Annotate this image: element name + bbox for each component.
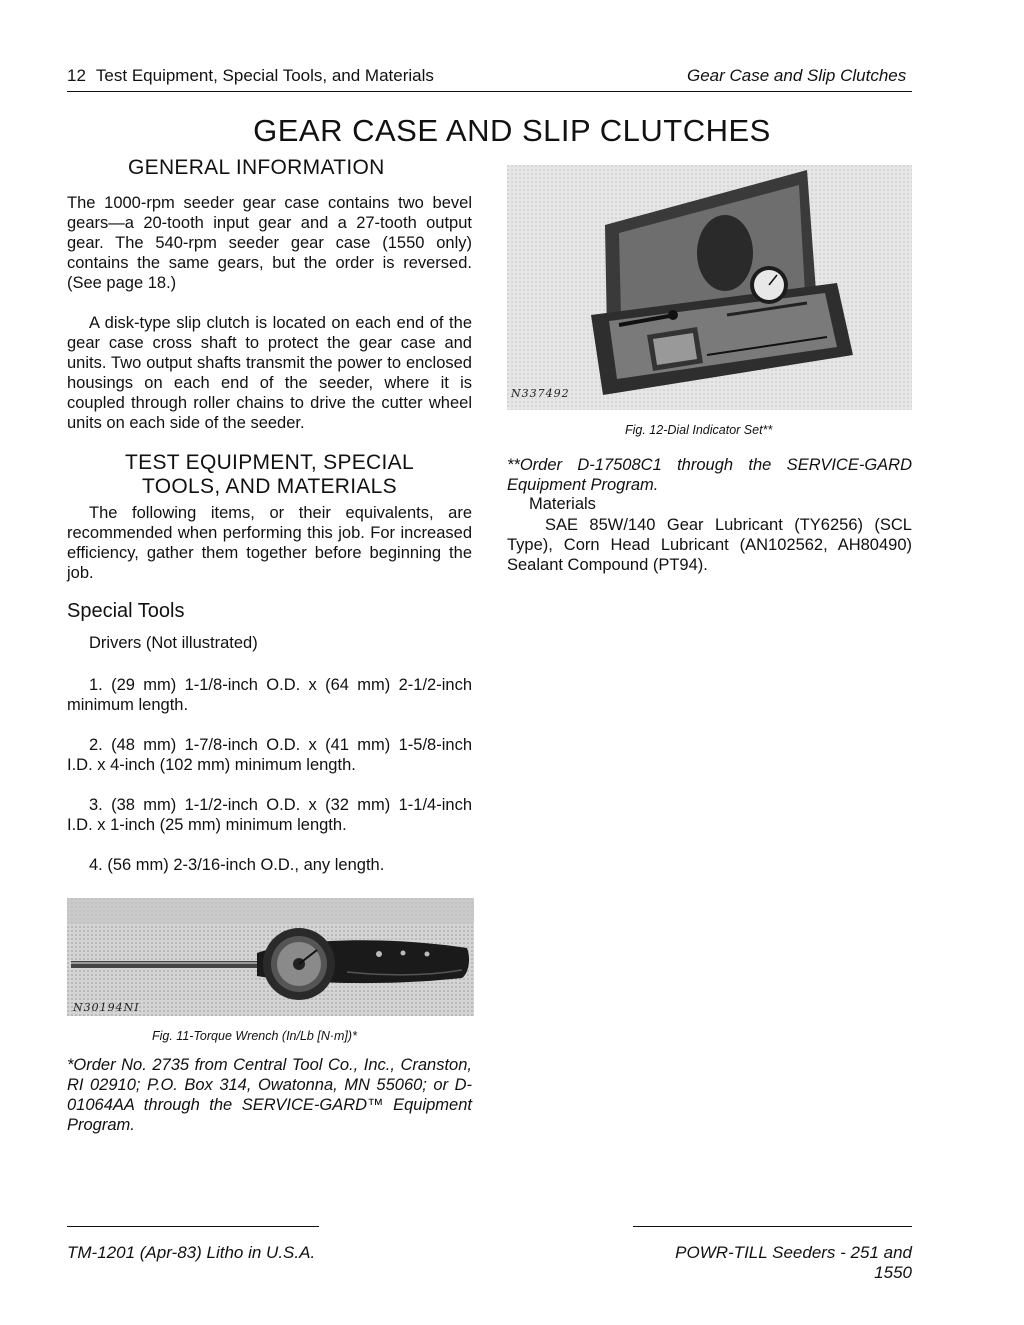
section-title: Test Equipment, Special Tools, and Materials bbox=[95, 66, 434, 85]
fig12-photo-code: N337492 bbox=[511, 387, 570, 400]
materials-list: SAE 85W/140 Gear Lubricant (TY6256) (SCL Type), Corn Head Lubricant (AN102562, AH80490) Sealant Compound (PT94). bbox=[507, 516, 912, 574]
chapter-title: Gear Case and Slip Clutches bbox=[687, 66, 907, 85]
test-equipment-heading bbox=[67, 451, 472, 499]
page-number: 12 bbox=[67, 66, 86, 85]
running-header-left bbox=[67, 66, 434, 86]
tool-item-4: 4. (56 mm) 2-3/16-inch O.D., any length. bbox=[89, 856, 385, 874]
torque-wrench-photo bbox=[67, 898, 474, 1016]
footer-rule-right bbox=[633, 1226, 912, 1227]
dial-indicator-set-photo bbox=[507, 165, 912, 410]
test-equipment-heading-line-1: TEST EQUIPMENT, SPECIAL bbox=[125, 451, 414, 474]
tool-item-3: 3. (38 mm) 1-1/2-inch O.D. x (32 mm) 1-1/4-inch I.D. x 1-inch (25 mm) minimum length. bbox=[67, 796, 472, 834]
drivers-note: Drivers (Not illustrated) bbox=[89, 634, 258, 652]
general-info-paragraph-2: A disk-type slip clutch is located on each end of the gear case cross shaft to protect the gear case and units. Two output shafts transmit the power to enclosed housings on each end of the seeder, where it is coupled through roller chains to drive the cutter wheel units on each side of the seeder. bbox=[67, 314, 472, 432]
general-info-paragraph-1: The 1000-rpm seeder gear case contains two bevel gears—a 20-tooth input gear and a 27-tooth output gear. The 540-rpm seeder gear case (1550 only) contains the same gears, but the order is reversed. (See page 18.) bbox=[67, 194, 472, 292]
fig11-order-note: *Order No. 2735 from Central Tool Co., Inc., Cranston, RI 02910; P.O. Box 314, Owatonna, MN 55060; or D-01064AA through the SERVICE-GARD™ Equipment Program. bbox=[67, 1056, 472, 1134]
tool-item-1: 1. (29 mm) 1-1/8-inch O.D. x (64 mm) 2-1/2-inch minimum length. bbox=[67, 676, 472, 714]
materials-heading: Materials bbox=[529, 495, 596, 513]
torque-wrench-illustration bbox=[67, 898, 474, 1016]
footer-right: POWR-TILL Seeders - 251 and 1550 bbox=[675, 1243, 912, 1282]
fig12-caption: Fig. 12-Dial Indicator Set** bbox=[625, 423, 773, 437]
fig11-caption: Fig. 11-Torque Wrench (In/Lb [N·m])* bbox=[152, 1029, 357, 1043]
test-equipment-heading-line-2: TOOLS, AND MATERIALS bbox=[142, 475, 397, 498]
test-equipment-paragraph: The following items, or their equivalents, are recommended when performing this job. For increased efficiency, gather them together before beginning the job. bbox=[67, 504, 472, 582]
general-information-heading: GENERAL INFORMATION bbox=[128, 156, 385, 179]
footer-left: TM-1201 (Apr-83) Litho in U.S.A. bbox=[67, 1243, 316, 1262]
fig11-photo-code: N30194NI bbox=[73, 1001, 140, 1014]
special-tools-heading: Special Tools bbox=[67, 600, 185, 622]
dial-indicator-illustration bbox=[507, 165, 912, 410]
footer-rule-left bbox=[67, 1226, 319, 1227]
tool-item-2: 2. (48 mm) 1-7/8-inch O.D. x (41 mm) 1-5/8-inch I.D. x 4-inch (102 mm) minimum length. bbox=[67, 736, 472, 774]
fig12-order-note: **Order D-17508C1 through the SERVICE-GARD Equipment Program. bbox=[507, 456, 912, 494]
header-rule bbox=[67, 91, 912, 92]
page-title: GEAR CASE AND SLIP CLUTCHES bbox=[253, 113, 771, 148]
